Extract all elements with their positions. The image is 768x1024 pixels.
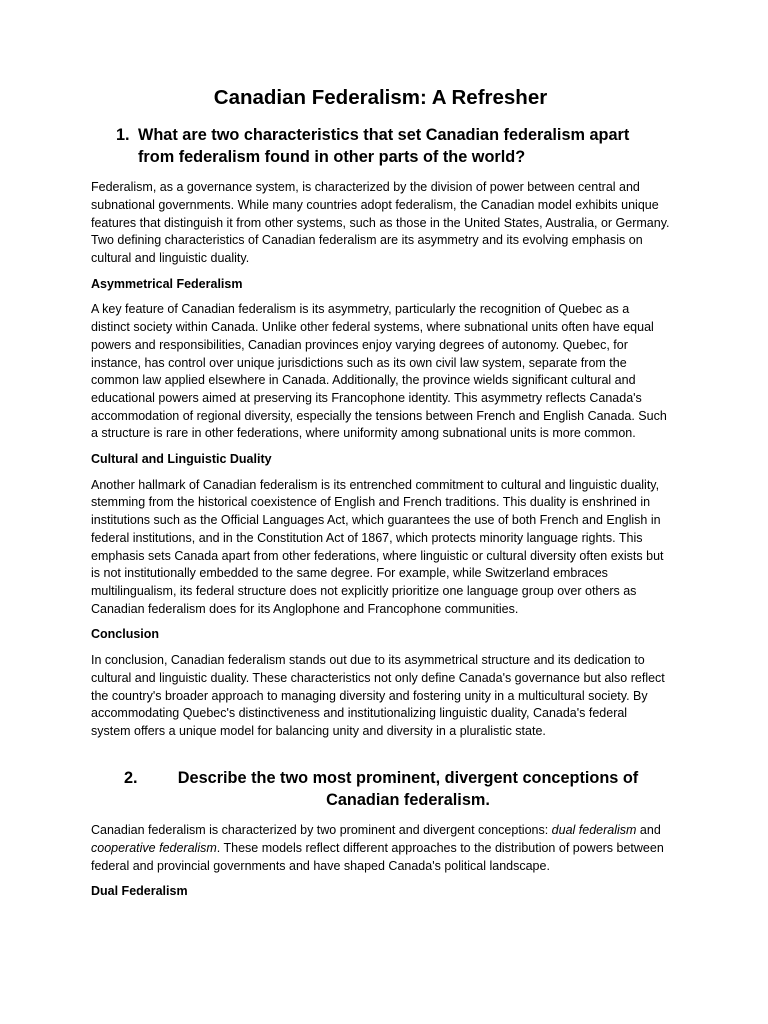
q2-intro-paragraph [91, 822, 670, 875]
question-1-number: 1. [116, 125, 130, 144]
q1-intro-paragraph: Federalism, as a governance system, is characterized by the division of power between central and subnational governments. While many countries adopt federalism, the Canadian model exhibits unique features that distinguish it from other systems, such as those in the United States, Australia, or Germany. Two defining characteristics of Canadian federalism are its asymmetry and its evolving emphasis on cultural and linguistic duality. [91, 180, 670, 266]
section-heading-dual-federalism: Dual Federalism [91, 884, 188, 899]
question-2-text: Describe the two most prominent, divergent conceptions of Canadian federalism. [177, 768, 639, 810]
section-body-cultural-linguistic-duality: Another hallmark of Canadian federalism is its entrenched commitment to cultural and linguistic duality, stemming from the historical coexistence of English and French traditions. This duality is enshrined in institutions such as the Official Languages Act, which guarantees the use of both French and English in federal institutions, and in the Constitution Act of 1867, which protects minority language rights. This emphasis sets Canada apart from other federations, where linguistic or cultural diversity often exists but is not institutionally embedded to the same degree. For example, while Switzerland embraces multilingualism, its federal structure does not explicitly prioritize one language group over others as Canadian federalism does for its Anglophone and Francophone communities. [91, 477, 664, 616]
section-heading-cultural-linguistic-duality: Cultural and Linguistic Duality [91, 452, 272, 467]
q2-intro-part3: . These models reflect different approaches to the distribution of powers between federal and provincial governments and have shaped Canada's political landscape. [91, 840, 664, 873]
question-2 [91, 767, 670, 813]
q2-intro-em-dual: dual federalism [551, 823, 637, 838]
q2-intro-part2: and [636, 823, 661, 838]
q2-intro-part1: Canadian federalism is characterized by two prominent and divergent conceptions: [91, 823, 552, 838]
question-1-text: What are two characteristics that set Canadian federalism apart from federalism found in other parts of the world? [138, 125, 630, 167]
question-2-number: 2. [124, 768, 138, 787]
question-1 [91, 124, 670, 170]
section-body-conclusion: In conclusion, Canadian federalism stands out due to its asymmetrical structure and its dedication to cultural and linguistic duality. These characteristics not only define Canada's governance but also reflect the country's broader approach to managing diversity and fostering unity in a multicultural society. By accommodating Quebec's distinctiveness and institutionalizing linguistic duality, Canada's federal system offers a unique model for balancing unity and diversity in a pluralistic state. [91, 653, 665, 738]
section-body-asymmetrical-federalism: A key feature of Canadian federalism is its asymmetry, particularly the recognition of Quebec as a distinct society within Canada. Unlike other federal systems, where subnational units often have equal powers and responsibilities, Canadian provinces enjoy varying degrees of autonomy. Quebec, for instance, has control over unique jurisdictions such as its own civil law system, separate from the common law applied elsewhere in Canada. Additionally, the province wields significant cultural and educational powers aimed at preserving its Francophone identity. This asymmetry reflects Canada's accommodation of regional diversity, especially the tensions between French and English Canada. Such a structure is rare in other federations, where uniformity among subnational units is more common. [91, 302, 667, 441]
q2-intro-em-cooperative: cooperative federalism [91, 840, 217, 855]
section-heading-conclusion: Conclusion [91, 627, 160, 642]
section-heading-asymmetrical-federalism: Asymmetrical Federalism [91, 276, 243, 291]
page-title: Canadian Federalism: A Refresher [213, 86, 548, 109]
